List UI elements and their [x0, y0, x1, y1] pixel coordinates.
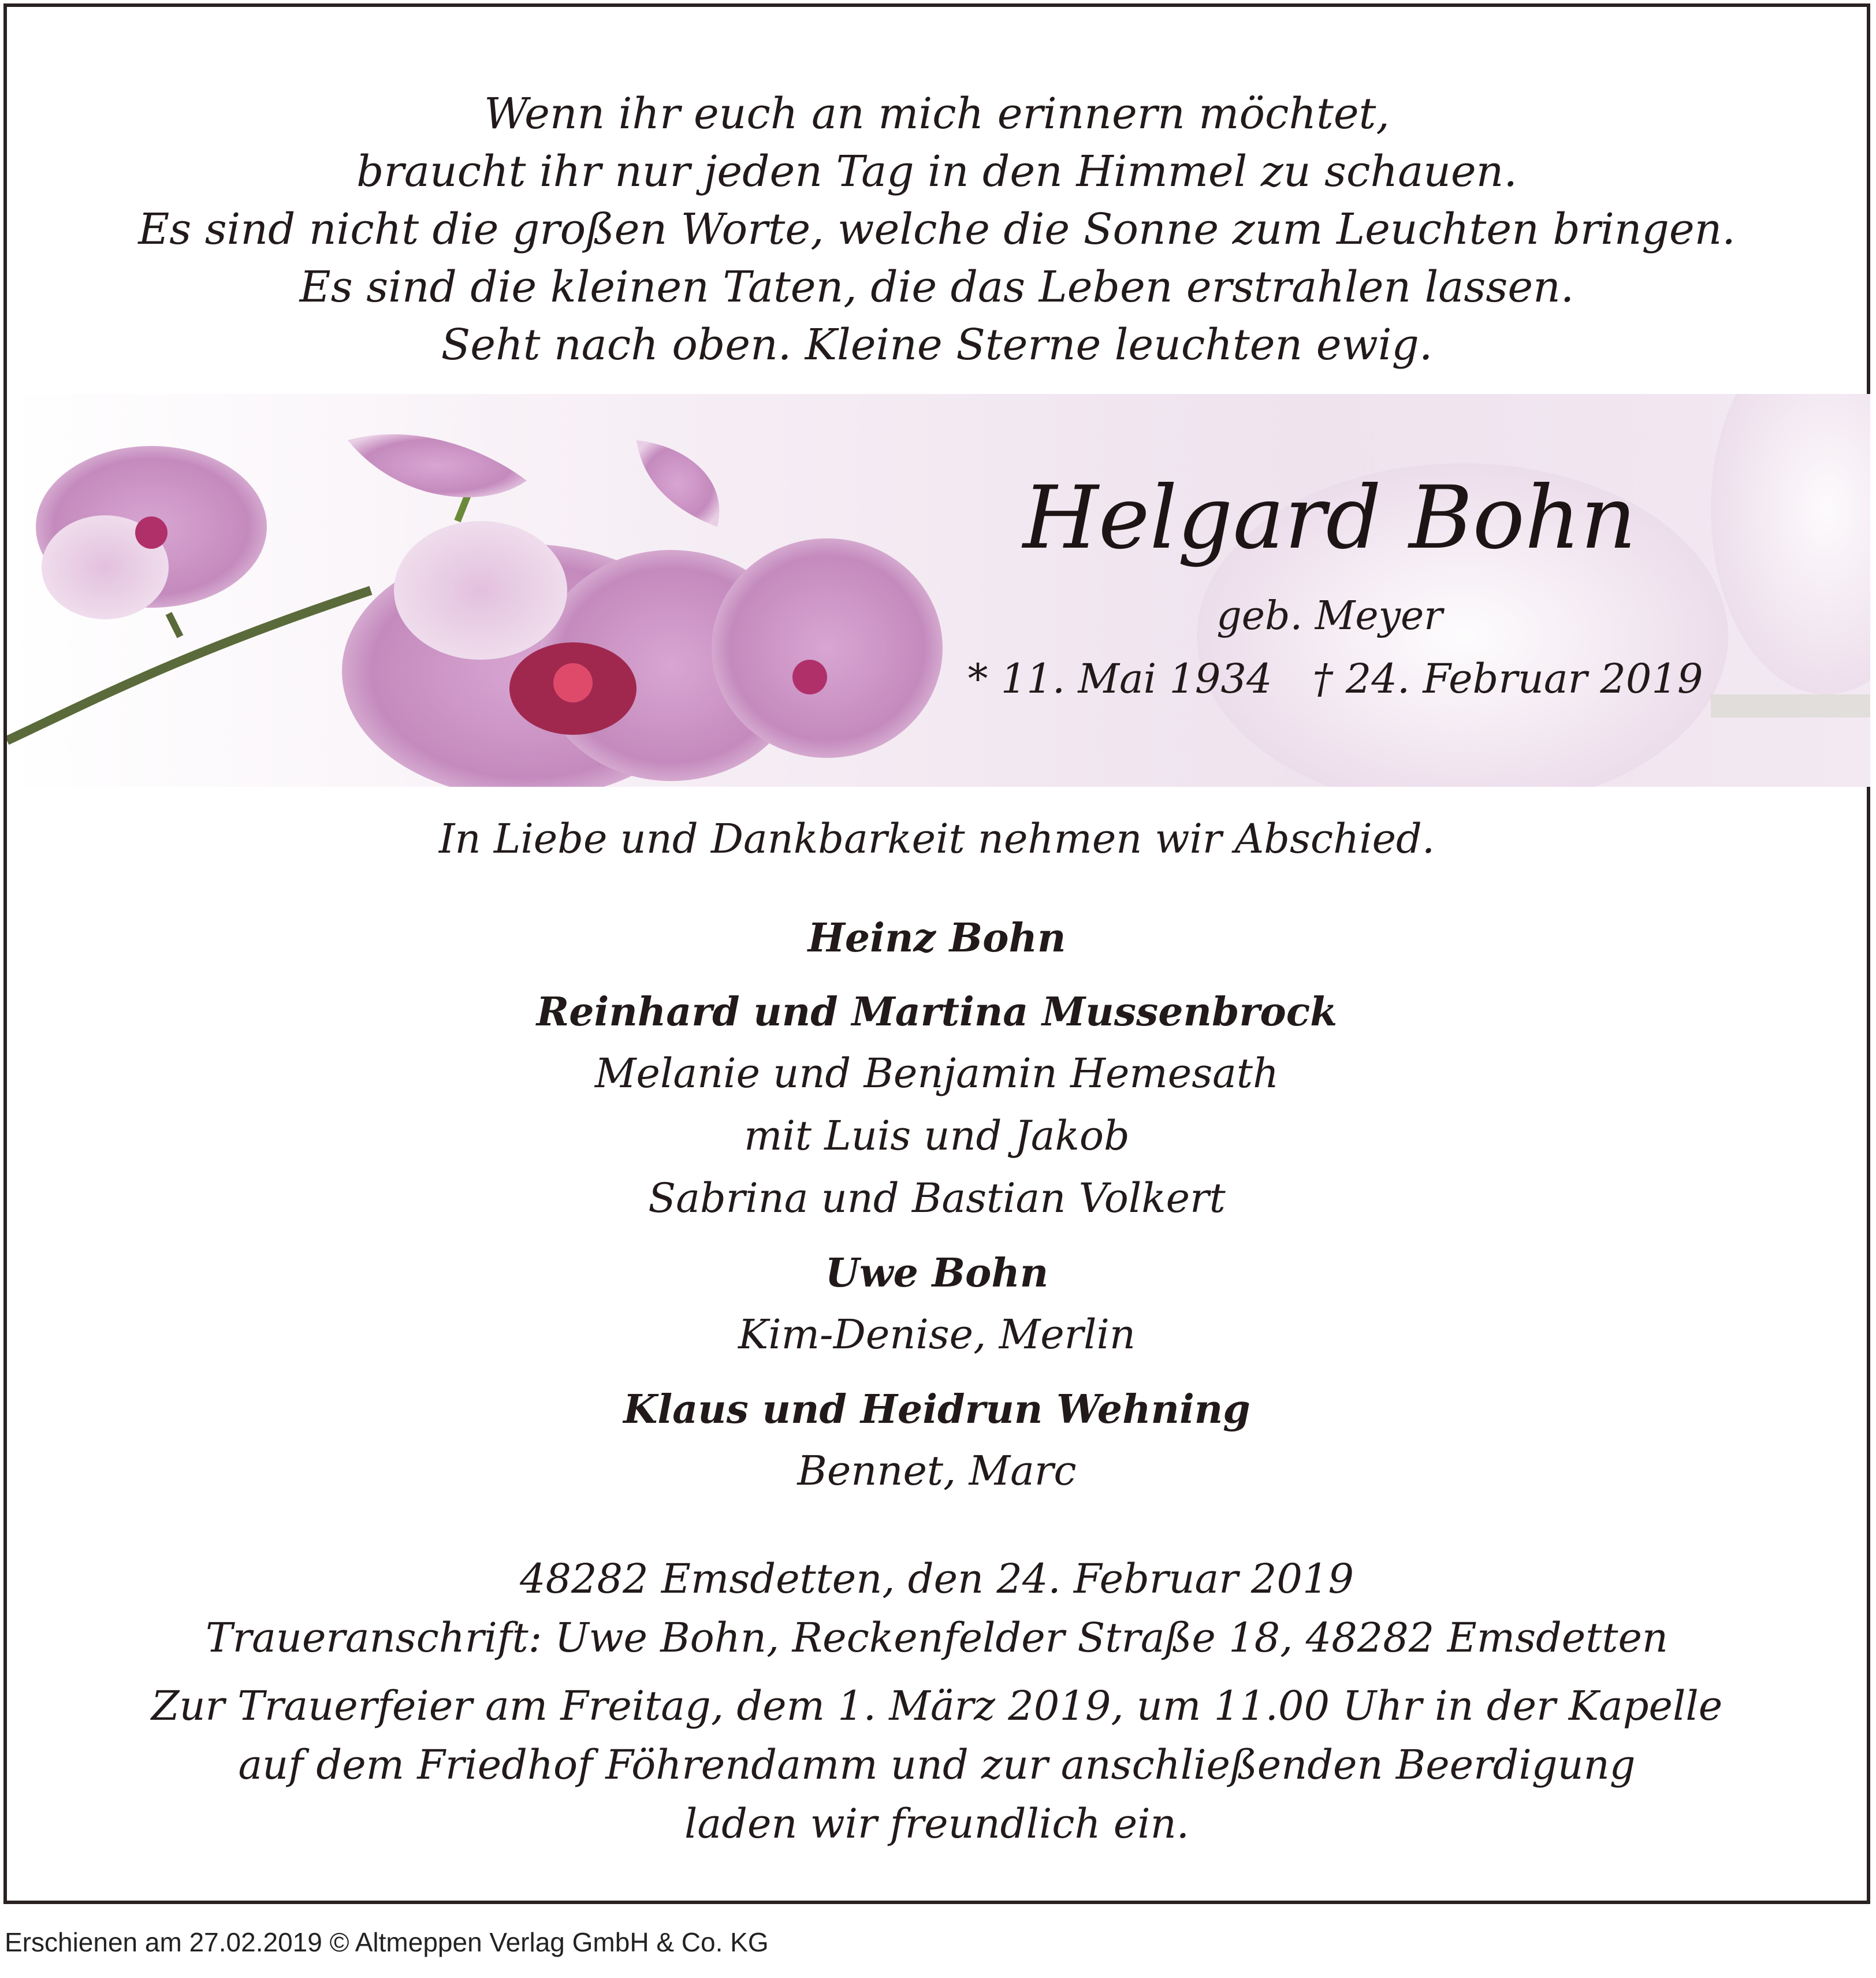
mourner-name: Sabrina und Bastian Volkert	[648, 1174, 1226, 1222]
poem-line: Es sind die kleinen Taten, die das Leben erstrahlen lassen.	[299, 262, 1574, 312]
poem-line: Es sind nicht die großen Worte, welche die Sonne zum Leuchten bringen.	[138, 205, 1736, 254]
poem	[7, 85, 1867, 374]
mourners-list	[7, 908, 1867, 1502]
invitation-line: auf dem Friedhof Föhrendamm und zur anschließenden Beerdigung	[238, 1741, 1636, 1789]
closing-block	[7, 1549, 1867, 1853]
life-dates	[925, 653, 1745, 705]
mourner-name: Melanie und Benjamin Hemesath	[594, 1050, 1279, 1097]
poem-line: braucht ihr nur jeden Tag in den Himmel zu schauen.	[356, 147, 1517, 196]
farewell-line: In Liebe und Dankbarkeit nehmen wir Abschied.	[438, 815, 1435, 862]
death-date: † 24. Februar 2019	[1312, 655, 1703, 702]
obituary-frame	[3, 3, 1870, 1904]
mourner-name: Kim-Denise, Merlin	[738, 1311, 1136, 1358]
mourner-name: Reinhard und Martina Mussenbrock	[536, 989, 1338, 1035]
poem-line: Seht nach oben. Kleine Sterne leuchten ewig.	[441, 320, 1433, 370]
mourner-name: mit Luis und Jakob	[744, 1112, 1130, 1159]
publication-footer: Erschienen am 27.02.2019 © Altmeppen Verlag GmbH & Co. KG	[5, 1927, 769, 1957]
mourner-name: Klaus und Heidrun Wehning	[623, 1386, 1250, 1433]
mourner-name: Heinz Bohn	[807, 915, 1066, 961]
invitation-line: laden wir freundlich ein.	[684, 1800, 1189, 1847]
mourner-name: Uwe Bohn	[825, 1250, 1049, 1296]
birth-date: * 11. Mai 1934	[967, 655, 1272, 702]
deceased-name: Helgard Bohn	[1022, 468, 1637, 568]
mourner-name: Bennet, Marc	[797, 1447, 1077, 1494]
maiden-name: geb. Meyer	[1216, 593, 1443, 639]
invitation-line: Zur Trauerfeier am Freitag, dem 1. März 2019, um 11.00 Uhr in der Kapelle	[151, 1682, 1723, 1730]
place-date: 48282 Emsdetten, den 24. Februar 2019	[519, 1555, 1354, 1603]
mourning-address: Traueranschrift: Uwe Bohn, Reckenfelder Straße 18, 48282 Emsdetten	[206, 1614, 1668, 1661]
poem-line: Wenn ihr euch an mich erinnern möchtet,	[484, 89, 1390, 139]
